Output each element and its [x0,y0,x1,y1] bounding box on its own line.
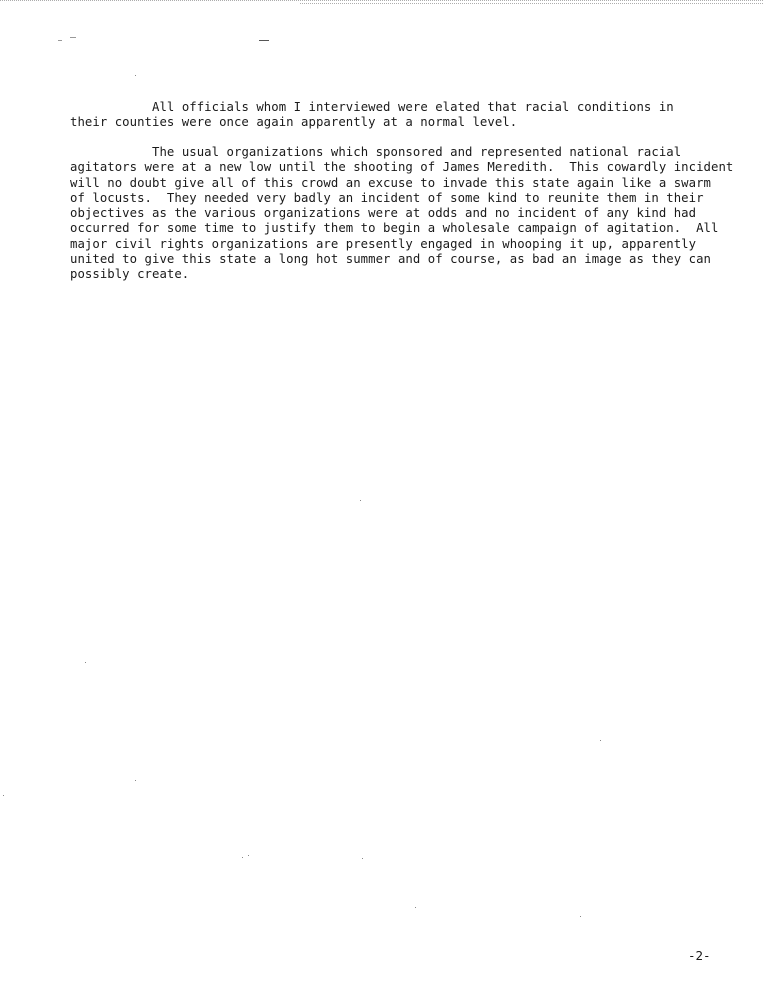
scan-speck [600,740,601,741]
scan-speck [242,857,243,858]
scan-speck [85,662,86,663]
scan-speck [580,916,581,917]
scan-speck [3,795,4,796]
scan-mark [58,40,62,41]
scan-speck [415,907,416,908]
page-top-edge-perforation [300,0,763,4]
scan-mark [70,37,76,38]
scan-speck [135,780,136,781]
paragraph-organizations-agitation: The usual organizations which sponsored and represented national racial agitators were at a new low until the shooting of James Meredith. This cowardly incident will no doubt give all of this crowd an excuse to invade this state again like a swarm of locusts. They needed very badly an incident of some kind to reunite them in their objectives as the various organizations were at odds and no incident of any kind had occurred for some time to justify them to begin a wholesale campaign of agitation. All major civil rights organizations are presently engaged in whooping it up, apparently united to give this state a long hot summer and of course, as bad an image as they can possibly create. [70,145,734,282]
page-number: -2- [688,948,711,963]
scan-mark [259,40,269,41]
paragraph-officials-elated: All officials whom I interviewed were elated that racial conditions in their counties were once again apparently at a normal level. [70,100,674,130]
scan-speck [360,500,361,501]
scan-speck [248,855,249,856]
scan-speck [135,75,136,76]
scan-speck [362,858,363,859]
